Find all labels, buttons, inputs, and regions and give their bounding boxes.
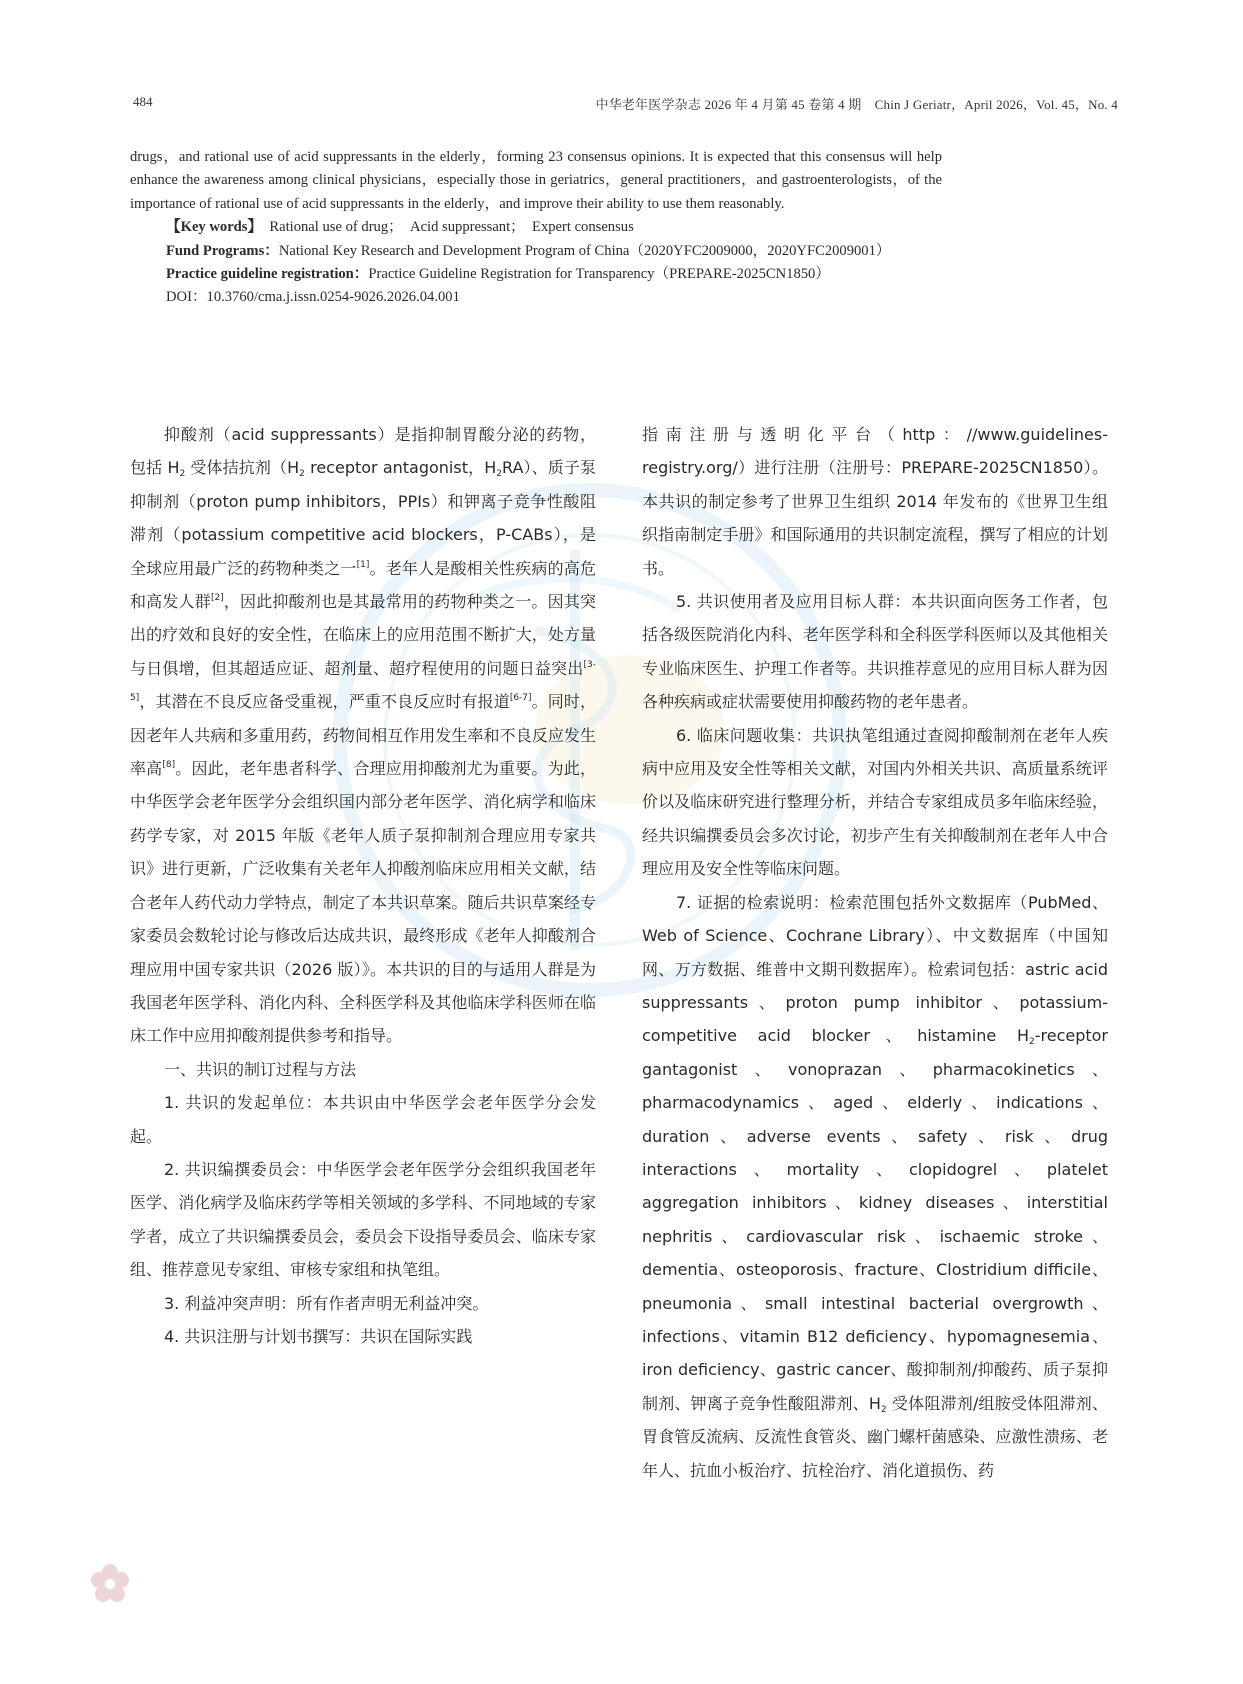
- method-item-4-start: 4. 共识注册与计划书撰写：共识在国际实践: [164, 1326, 473, 1346]
- running-header: [133, 94, 1118, 118]
- method-item-4-continued: 指南注册与透明化平台（http：//www.guidelines-registry.org/）进行注册（注册号：PREPARE-2025CN1850）。本共识的制定参考了世界卫生组织 2014 年发布的《世界卫生组织指南制定手册》和国际通用的共识制定流程，撰写了相应的计划书。: [642, 425, 1108, 578]
- intro-text-9: 。因此，老年患者科学、合理应用抑酸剂尤为重要。为此，中华医学会老年医学分会组织国内部分老年医学、消化病学和临床药学专家，对 2015 年版《老年人质子泵抑制剂合理应用专家共识》进行更新，广泛收集有关老年人抑酸剂临床应用相关文献，结合老年人药代动力学特点，制定了本共识草案。随后共识草案经专家委员会数轮讨论与修改后达成共识，最终形成《老年人抑酸剂合理应用中国专家共识（2026 版）》。本共识的目的与适用人群是为我国老年医学科、消化内科、全科医学科及其他临床学科医师在临床工作中应用抑酸剂提供参考和指导。: [130, 759, 596, 1046]
- subscript: 2: [496, 469, 502, 480]
- fund-line: [130, 240, 942, 263]
- citation-ref[interactable]: [3-5]: [130, 659, 596, 704]
- method-item-7: [642, 886, 1108, 1487]
- subscript: 2: [880, 1404, 887, 1415]
- intro-text-7: ，其潜在不良反应备受重视，严重不良反应时有报道: [139, 692, 510, 712]
- intro-text-2: 受体拮抗剂（H: [185, 458, 300, 478]
- left-column: [130, 418, 596, 1353]
- item7-text-2: -receptor gantagonist、vonoprazan、pharmacokinetics、pharmacodynamics、aged、elderly、indications、duration、adverse events、safety、risk、drug interactions、mortality、clopidogrel、platelet aggregation inhibitors、kidney diseases、interstitial nephritis、cardiovascular risk、ischaemic stroke、dementia、osteoporosis、fracture、Clostridium difficile、pneumonia、small intestinal bacterial overgrowth、infections、vitamin B12 deficiency、hypomagnesemia、iron deficiency、gastric cancer、酸抑制剂/抑酸药、质子泵抑制剂、钾离子竞争性酸阻滞剂、H: [642, 1026, 1108, 1413]
- item7-text-1: 7. 证据的检索说明：检索范围包括外文数据库（PubMed、Web of Science、Cochrane Library）、中文数据库（中国知网、万方数据、维普中文期刊数据库）。检索词包括：astric acid suppressants、proton pump inhibitor、potassium-competitive acid blocker、histamine H: [642, 892, 1108, 1046]
- subscript: 2: [179, 469, 186, 480]
- intro-text-1: 抑酸剂（acid suppressants）是指抑制胃酸分泌的药物，包括 H: [130, 425, 596, 478]
- intro-text-4: RA）、质子泵抑制剂（proton pump inhibitors，PPIs）和钾离子竞争性酸阻滞剂（potassium competitive acid blockers，P-CABs），是全球应用最广泛的药物种类之一: [130, 458, 597, 578]
- abstract-continuation: drugs，and rational use of acid suppressants in the elderly，forming 23 consensus opinions. It is expected that this consensus will help enhance the awareness among clinical physicians，especially those in geriatrics，general practitioners，and gastroenterologists，of the importance of rational use of acid suppressants in the elderly，and improve their ability to use them reasonably.: [130, 149, 942, 212]
- citation-ref[interactable]: [6-7]: [509, 693, 532, 704]
- intro-text-5: 。老年人是酸相关性疾病的高危和高发人群: [130, 558, 596, 612]
- english-abstract: [130, 146, 942, 310]
- doi: DOI：10.3760/cma.j.issn.0254-9026.2026.04.001: [166, 289, 460, 306]
- intro-text-8: 。同时，因老年人共病和多重用药，药物间相互作用发生率和不良反应发生率高: [130, 692, 596, 779]
- method-item-3: 3. 利益冲突声明：所有作者声明无利益冲突。: [164, 1293, 489, 1313]
- keywords: Rational use of drug； Acid suppressant； Expert consensus: [269, 219, 634, 236]
- registration: Practice Guideline Registration for Transparency（PREPARE-2025CN1850）: [368, 266, 830, 283]
- subscript: 2: [1028, 1037, 1035, 1048]
- intro-text-3: receptor antagonist，H: [304, 458, 497, 478]
- method-item-2: 2. 共识编撰委员会：中华医学会老年医学分会组织我国老年医学、消化病学及临床药学等相关领域的多学科、不同地域的专家学者，成立了共识编撰委员会，委员会下设指导委员会、临床专家组、推荐意见专家组、审核专家组和执笔组。: [130, 1159, 596, 1280]
- citation-ref[interactable]: [8]: [162, 760, 176, 771]
- citation-ref[interactable]: [1]: [356, 559, 370, 570]
- journal-citation-line: 中华老年医学杂志 2026 年 4 月第 45 卷第 4 期 Chin J Geriatr，April 2026，Vol. 45，No. 4: [595, 97, 1118, 112]
- registration-line: [130, 263, 942, 286]
- keywords-line: [130, 216, 942, 239]
- fund-label: Fund Programs：: [166, 242, 279, 259]
- method-item-5: 5. 共识使用者及应用目标人群：本共识面向医务工作者，包括各级医院消化内科、老年医学科和全科医学科医师以及其他相关专业临床医生、护理工作者等。共识推荐意见的应用目标人群为因各种疾病或症状需要使用抑酸药物的老年患者。: [642, 592, 1108, 712]
- flower-emblem-icon: [88, 1562, 132, 1606]
- registration-label: Practice guideline registration：: [166, 266, 369, 283]
- page-number: 484: [133, 94, 153, 109]
- method-item-1: 1. 共识的发起单位：本共识由中华医学会老年医学分会发起。: [130, 1093, 596, 1146]
- citation-ref[interactable]: [2]: [210, 593, 224, 604]
- intro-paragraph: [130, 418, 596, 1053]
- publisher-logo: [88, 1562, 608, 1612]
- item7-text-3: 受体阻滞剂/组胺受体阻滞剂、胃食管反流病、反流性食管炎、幽门螺杆菌感染、应激性溃疡、老年人、抗血小板治疗、抗栓治疗、消化道损伤、药: [642, 1393, 1108, 1480]
- section-heading: 一、共识的制订过程与方法: [164, 1059, 357, 1079]
- keywords-label: 【Key words】: [166, 219, 255, 236]
- method-item-6: 6. 临床问题收集：共识执笔组通过查阅抑酸制剂在老年人疾病中应用及安全性等相关文献，对国内外相关共识、高质量系统评价以及临床研究进行整理分析，并结合专家组成员多年临床经验，经共识编撰委员会多次讨论，初步产生有关抑酸制剂在老年人中合理应用及安全性等临床问题。: [642, 725, 1108, 879]
- right-column: [642, 418, 1108, 1487]
- fund-programs: National Key Research and Development Program of China（2020YFC2009000，2020YFC2009001）: [278, 242, 891, 259]
- subscript: 2: [299, 469, 305, 480]
- intro-text-6: ，因此抑酸剂也是其最常用的药物种类之一。因其突出的疗效和良好的安全性，在临床上的应用范围不断扩大，处方量与日俱增，但其超适应证、超剂量、超疗程使用的问题日益突出: [130, 592, 596, 678]
